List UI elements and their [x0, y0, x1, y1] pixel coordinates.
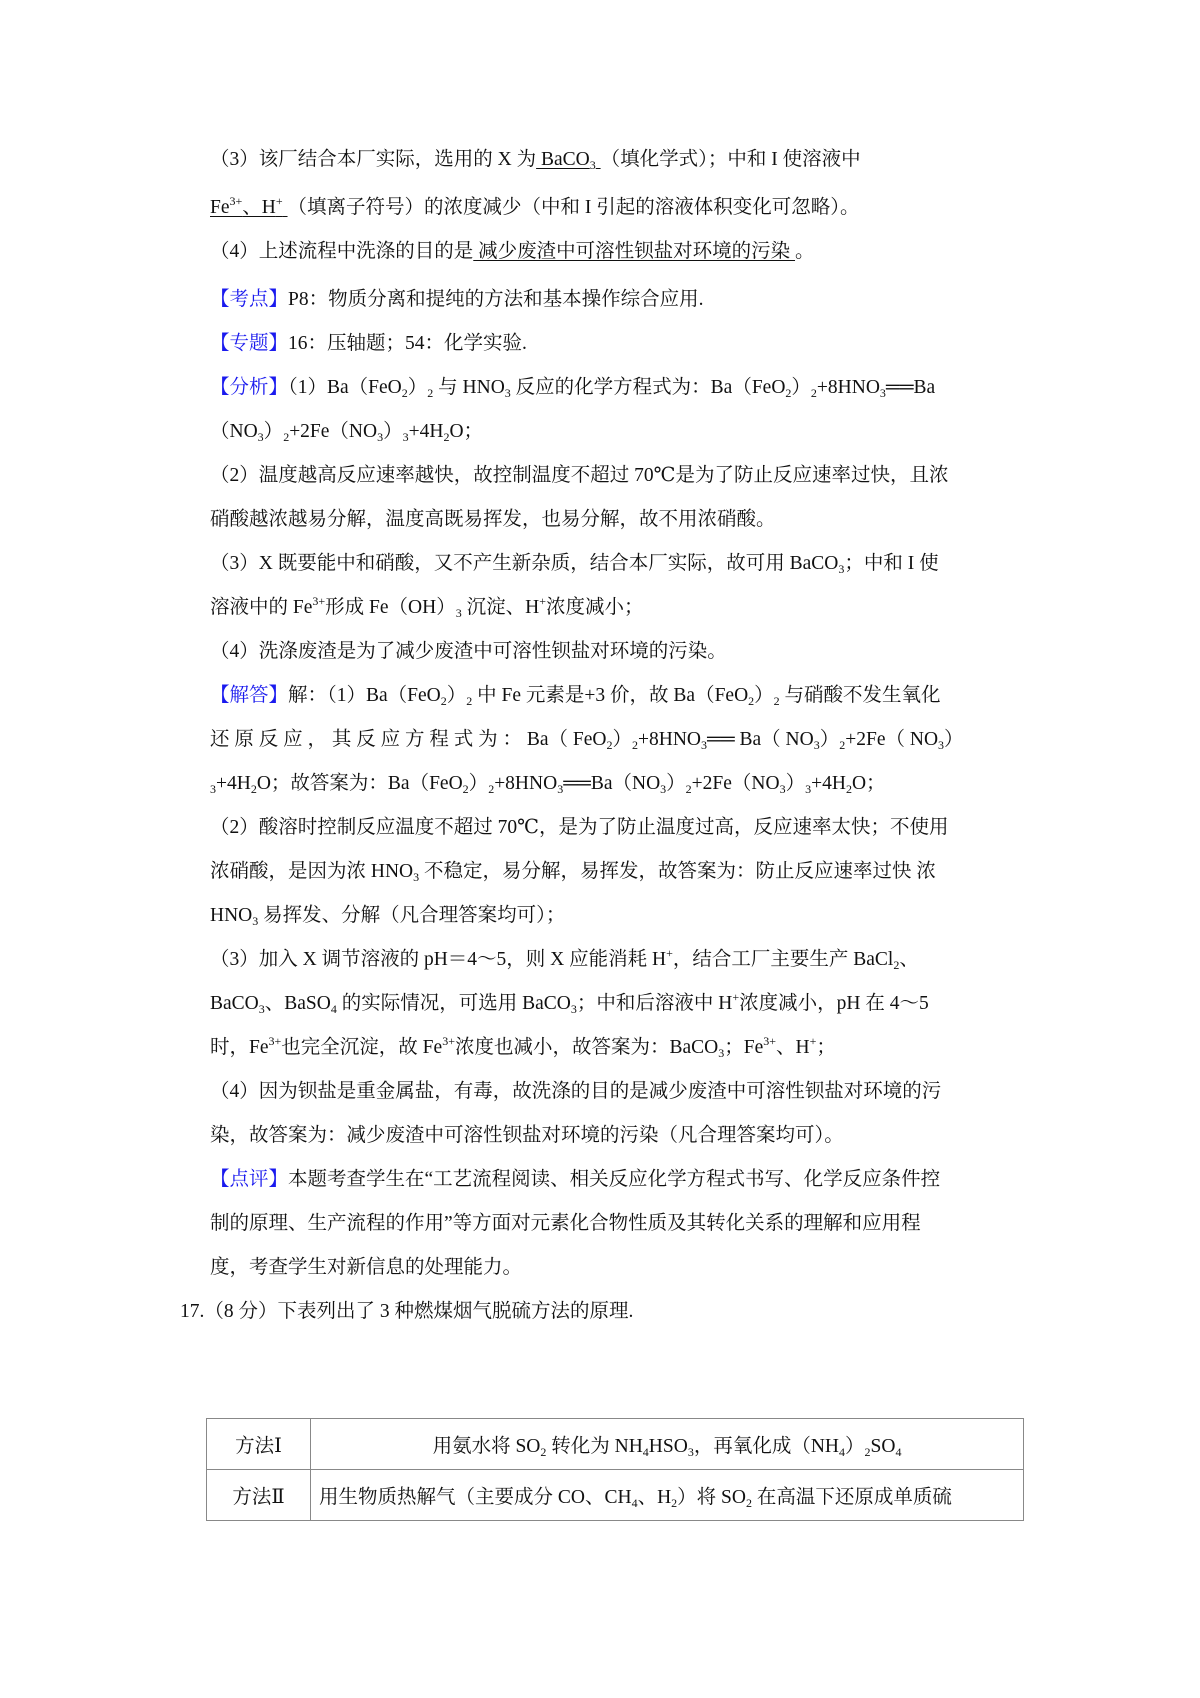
- table-row: [207, 1470, 1024, 1521]
- jieda-p4-line1: （4）因为钡盐是重金属盐，有毒，故洗涤的目的是减少废渣中可溶性钡盐对环境的污: [210, 1081, 942, 1102]
- answer-blank-x: BaCO$_3$: [536, 149, 596, 172]
- fenxi-p3-line1: （3）X 既要能中和硝酸，又不产生新杂质，结合本厂实际，故可用 BaCO$_3$；中和 I 使: [210, 553, 939, 576]
- jieda-p3-line2: BaCO$_3$、BaSO$_4$ 的实际情况，可选用 BaCO$_3$；中和后溶液中 H+浓度减小，pH 在 4～5: [210, 990, 929, 1016]
- zhuanti-tag: 【专题】: [210, 333, 289, 354]
- q3-line2: $Fe^{3+}$、H+ （填离子符号）的浓度减少（中和 I 引起的溶液体积变化可忽略）。: [210, 194, 860, 218]
- jieda-p3-line1: （3）加入 X 调节溶液的 pH＝4～5，则 X 应能消耗 H+，结合工厂主要生产 BaCl$_2$、: [210, 946, 919, 972]
- fenxi-line2: $(NO_3)_2+2Fe(NO_3)_3+4H_2O$；: [210, 421, 484, 444]
- dianping-line3: 度，考查学生对新信息的处理能力。: [210, 1257, 523, 1278]
- desulfurization-methods-table: [206, 1418, 1024, 1521]
- jieda-p2-line3: $HNO_3$ 易挥发、分解（凡合理答案均可）；: [210, 905, 566, 928]
- kaodian: 【考点】P8：物质分离和提纯的方法和基本操作综合应用.: [210, 289, 704, 310]
- dianping-tag: 【点评】: [210, 1169, 289, 1190]
- jieda-p2-line1: （2）酸溶时控制反应温度不超过 70℃，是为了防止温度过高，反应速率太快；不使用: [210, 817, 949, 838]
- zhuanti: 【专题】16：压轴题；54：化学实验.: [210, 333, 527, 354]
- dianping-line2: 制的原理、生产流程的作用”等方面对元素化合物性质及其转化关系的理解和应用程: [210, 1213, 921, 1234]
- jieda-line1: 【解答】解：$(1)Ba(FeO_2)_2$ 中 Fe 元素是+3 价，故 $Ba(FeO_2)_2$ 与硝酸不发生氧化: [210, 685, 941, 708]
- fenxi-p2-line1: （2）温度越高反应速率越快，故控制温度不超过 70℃是为了防止反应速率过快，且浓: [210, 465, 949, 486]
- answer-blank-purpose: 减少废渣中可溶性钡盐对环境的污染: [473, 241, 796, 262]
- jieda-line2: 还 原 反 应 ， 其 反 应 方 程 式 为 ： Ba（ $FeO_2)_2+8HNO_3══$ Ba（ $NO_3)_2+2Fe$（ $NO_3$）: [210, 729, 964, 752]
- jieda-p3-line3: 时，$Fe^{3+}$也完全沉淀，故 $Fe^{3+}$浓度也减小，故答案为：BaCO$_3$；$Fe^{3+}$、H+；: [210, 1034, 836, 1060]
- jieda-p4-line2: 染，故答案为：减少废渣中可溶性钡盐对环境的污染（凡合理答案均可）。: [210, 1125, 844, 1146]
- dianping-line1: 【点评】本题考查学生在“工艺流程阅读、相关反应化学方程式书写、化学反应条件控: [210, 1169, 941, 1190]
- fenxi-tag: 【分析】: [210, 377, 289, 398]
- method-name: 方法Ⅰ: [207, 1419, 311, 1470]
- method-description: 用生物质热解气（主要成分 CO、$CH_4$、$H_2$）将 $SO_2$ 在高温下还原成单质硫: [311, 1470, 1024, 1521]
- table-row: [207, 1419, 1024, 1470]
- answer-blank-ions: $Fe^{3+}$、H+: [210, 194, 283, 218]
- q4-line: （4）上述流程中洗涤的目的是 减少废渣中可溶性钡盐对环境的污染 。: [210, 241, 815, 262]
- jieda-line3: $_3+4H_2O$；故答案为：$Ba(FeO_2)_2+8HNO_3══Ba(NO_3)_2+2Fe(NO_3)_3+4H_2O$；: [210, 773, 886, 796]
- method-description: 用氨水将 $SO_2$ 转化为 $NH_4HSO_3$，再氧化成$(NH_4)_2SO_4$: [311, 1419, 1024, 1470]
- fenxi-p3-line2: 溶液中的 $Fe^{3+}$形成 $Fe(OH)_3$ 沉淀、H+浓度减小；: [210, 594, 644, 620]
- kaodian-tag: 【考点】: [210, 289, 289, 310]
- fenxi-line1: 【分析】$(1)Ba(FeO_2)_2$ 与 $HNO_3$ 反应的化学方程式为：$Ba(FeO_2)_2+8HNO_3══Ba$: [210, 377, 936, 400]
- fenxi-p4: （4）洗涤废渣是为了减少废渣中可溶性钡盐对环境的污染。: [210, 641, 727, 662]
- question-17: 17.（8 分）下表列出了 3 种燃煤烟气脱硫方法的原理.: [180, 1301, 634, 1322]
- jieda-p2-line2: 浓硝酸，是因为浓 $HNO_3$ 不稳定，易分解，易挥发，故答案为：防止反应速率过快 浓: [210, 861, 936, 884]
- jieda-tag: 【解答】: [210, 685, 289, 706]
- q3-line1: （3）该厂结合本厂实际，选用的 X 为 BaCO$_3$ （填化学式）；中和 I 使溶液中: [210, 149, 861, 172]
- method-name: 方法Ⅱ: [207, 1470, 311, 1521]
- fenxi-p2-line2: 硝酸越浓越易分解，温度高既易挥发，也易分解，故不用浓硝酸。: [210, 509, 776, 530]
